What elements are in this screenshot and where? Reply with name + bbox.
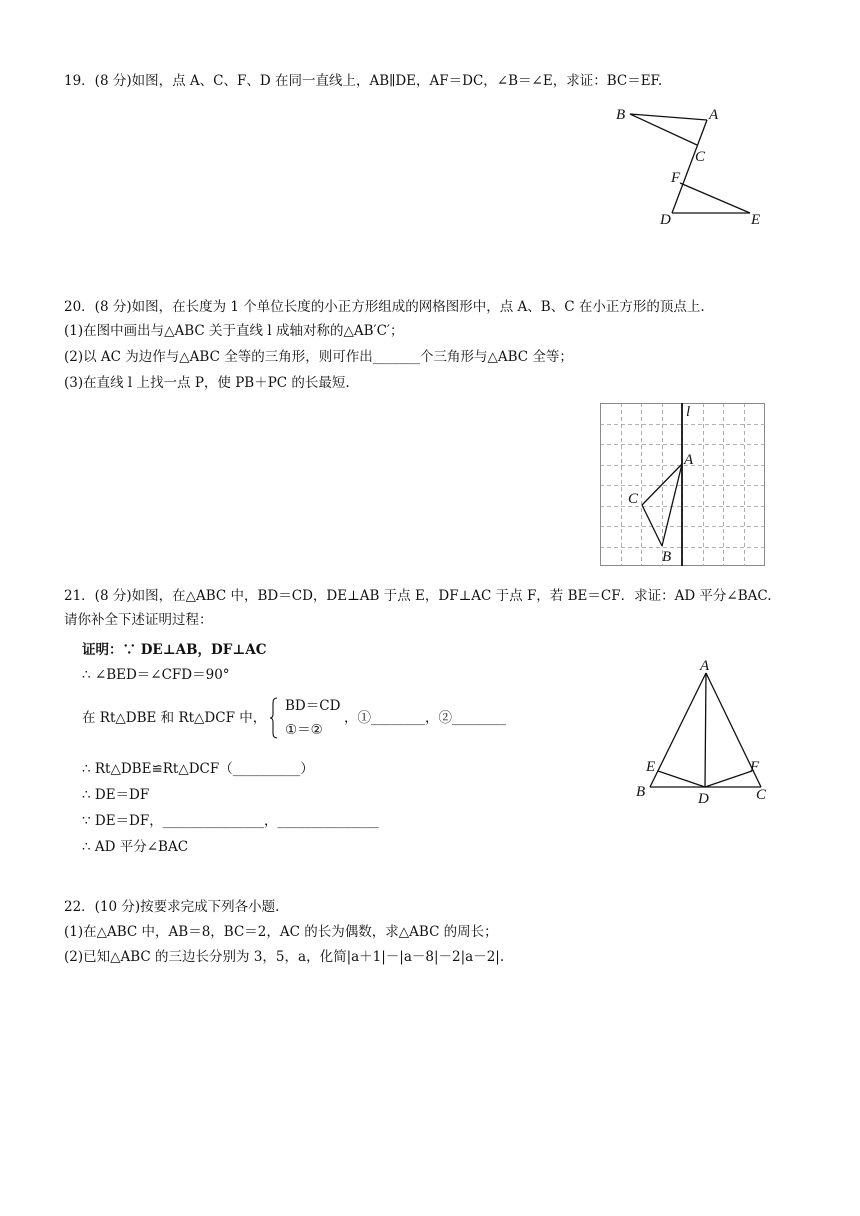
proof-step5: ∴ DE＝DF xyxy=(82,787,150,803)
q20-part3: (3)在直线 l 上找一点 P，使 PB＋PC 的长最短. xyxy=(64,375,350,391)
label-b: B xyxy=(662,549,672,565)
segment-df xyxy=(705,771,752,787)
label-b: B xyxy=(616,107,626,123)
label-e: E xyxy=(646,759,656,775)
system-line1: BD＝CD xyxy=(285,698,341,714)
q20-part2: (2)以 AC 为边作与△ABC 全等的三角形，则可作出_______个三角形与△ABC 全等； xyxy=(64,349,573,365)
q22-part2: (2)已知△ABC 的三边长分别为 3，5，a，化简|a＋1|－|a－8|－2|a－2|. xyxy=(64,949,505,965)
label-a: A xyxy=(684,452,694,468)
q20-part1: (1)在图中画出与△ABC 关于直线 l 成轴对称的△AB′C′； xyxy=(64,323,404,339)
q20-grid-figure xyxy=(600,403,766,567)
proof-step6: ∵ DE＝DF，_______________，_______________ xyxy=(82,813,379,829)
system-line2: ①＝② xyxy=(285,722,323,738)
proof-step2: ∴ ∠BED＝∠CFD＝90° xyxy=(82,667,230,683)
segment-de xyxy=(658,771,705,787)
q22-intro: 22．(10 分)按要求完成下列各小题. xyxy=(64,899,280,915)
q22-part1: (1)在△ABC 中，AB＝8，BC＝2，AC 的长为偶数，求△ABC 的周长； xyxy=(64,924,498,940)
label-d: D xyxy=(698,791,709,807)
label-c: C xyxy=(756,787,767,803)
proof-step1: 证明：∵ DE⊥AB，DF⊥AC xyxy=(82,642,267,658)
label-c: C xyxy=(628,491,639,507)
segment-ad xyxy=(705,673,706,787)
label-c: C xyxy=(695,149,706,165)
system-brace xyxy=(270,697,278,739)
segment-cb xyxy=(642,505,662,546)
label-l: l xyxy=(686,404,691,420)
proof-step7: ∴ AD 平分∠BAC xyxy=(82,839,189,855)
q19-text: 19．(8 分)如图，点 A、C、F、D 在同一直线上，AB∥DE，AF＝DC，∠B＝∠E，求证：BC＝EF. xyxy=(64,73,663,89)
label-a: A xyxy=(700,658,710,674)
label-d: D xyxy=(660,212,671,228)
segment-fe xyxy=(680,183,750,213)
proof-step3-blanks: ，①________，②________ xyxy=(344,710,506,726)
q20-intro: 20．(8 分)如图，在长度为 1 个单位长度的小正方形组成的网格图形中，点 A、B、C 在小正方形的顶点上. xyxy=(64,299,705,315)
segment-ac xyxy=(642,464,682,505)
q21-figure xyxy=(630,655,780,810)
segment-ba xyxy=(662,464,682,546)
segment-ad xyxy=(672,120,707,213)
q21-intro2: 请你补全下述证明过程： xyxy=(64,612,213,628)
label-f: F xyxy=(750,759,760,775)
segment-ab xyxy=(650,673,706,787)
q19-figure xyxy=(610,100,780,230)
label-e: E xyxy=(751,212,761,228)
proof-step3-prefix: 在 Rt△DBE 和 Rt△DCF 中， xyxy=(82,710,267,726)
label-f: F xyxy=(671,170,681,186)
q21-intro1: 21．(8 分)如图，在△ABC 中，BD＝CD，DE⊥AB 于点 E，DF⊥AC 于点 F，若 BE＝CF．求证：AD 平分∠BAC. xyxy=(64,588,772,604)
proof-step4: ∴ Rt△DBE≌Rt△DCF（__________） xyxy=(82,761,314,777)
label-b: B xyxy=(636,784,646,800)
label-a: A xyxy=(709,107,719,123)
